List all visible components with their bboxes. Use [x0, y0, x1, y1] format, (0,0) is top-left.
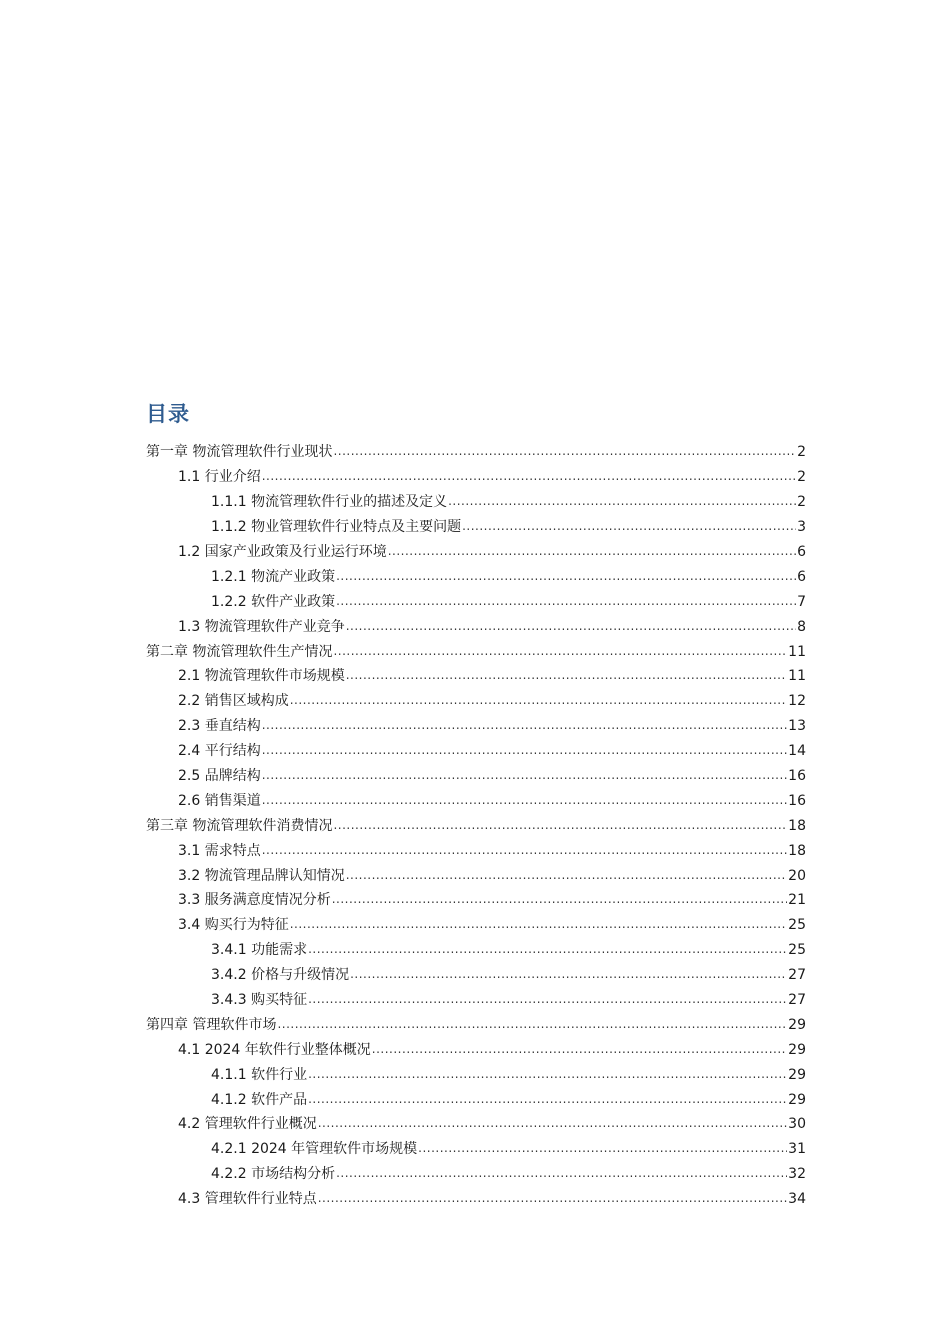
toc-entry-page-number: 11 — [788, 643, 806, 660]
toc-entry[interactable] — [0, 564, 806, 589]
toc-dot-leader — [350, 965, 787, 983]
toc-entry-page-number: 30 — [788, 1116, 806, 1133]
toc-entry-label: 4.1 2024 年软件行业整体概况 — [178, 1041, 371, 1058]
toc-entry[interactable] — [0, 963, 806, 988]
toc-dot-leader — [308, 940, 787, 958]
toc-dot-leader — [336, 567, 796, 585]
toc-entry[interactable] — [0, 813, 806, 838]
toc-entry-page-number: 25 — [788, 942, 806, 959]
toc-dot-leader — [372, 1040, 787, 1058]
toc-entry-page-number: 29 — [788, 1066, 806, 1083]
toc-entry-label: 1.2.2 软件产业政策 — [211, 593, 336, 610]
toc-dot-leader — [462, 517, 796, 535]
toc-dot-leader — [262, 791, 787, 809]
toc-entry-page-number: 29 — [788, 1091, 806, 1108]
toc-entry-label: 第一章 物流管理软件行业现状 — [146, 444, 333, 461]
toc-dot-leader — [318, 1114, 787, 1132]
toc-entry[interactable] — [0, 988, 806, 1013]
toc-dot-leader — [262, 741, 787, 759]
toc-entry-page-number: 6 — [797, 544, 806, 560]
toc-entry-page-number: 18 — [788, 842, 806, 859]
toc-dot-leader — [262, 841, 787, 859]
toc-entry[interactable] — [0, 540, 806, 565]
toc-entry-label: 1.3 物流管理软件产业竞争 — [178, 618, 345, 635]
toc-entry[interactable] — [0, 788, 806, 813]
toc-dot-leader — [318, 1189, 787, 1207]
toc-entry[interactable] — [0, 1037, 806, 1062]
toc-entry-label: 1.1 行业介绍 — [178, 469, 261, 486]
toc-entry[interactable] — [0, 913, 806, 938]
toc-dot-leader — [346, 666, 787, 684]
toc-entry[interactable] — [0, 1187, 806, 1212]
toc-entry-label: 2.3 垂直结构 — [178, 718, 261, 735]
toc-entry-page-number: 21 — [788, 892, 806, 909]
toc-entry-label: 4.2.1 2024 年管理软件市场规模 — [211, 1141, 418, 1158]
toc-entry[interactable] — [0, 764, 806, 789]
toc-entry-page-number: 7 — [797, 593, 806, 610]
toc-entry-label: 第三章 物流管理软件消费情况 — [146, 817, 333, 834]
toc-title: 目录 — [146, 402, 190, 426]
toc-entry-page-number: 3 — [797, 519, 806, 536]
toc-entry-label: 2.5 品牌结构 — [178, 768, 261, 785]
toc-entry-page-number: 11 — [788, 668, 806, 685]
toc-dot-leader — [388, 542, 796, 560]
toc-entry-page-number: 8 — [797, 618, 806, 635]
toc-dot-leader — [262, 716, 787, 734]
toc-dot-leader — [277, 1015, 787, 1033]
toc-entry-label: 3.1 需求特点 — [178, 842, 261, 859]
toc-entry[interactable] — [0, 639, 806, 664]
toc-entry-label: 2.2 销售区域构成 — [178, 693, 289, 710]
toc-dot-leader — [418, 1139, 787, 1157]
toc-entry[interactable] — [0, 465, 806, 490]
toc-entry[interactable] — [0, 1112, 806, 1137]
toc-entry-page-number: 6 — [797, 568, 806, 585]
table-of-contents — [0, 440, 950, 1212]
toc-entry-label: 3.2 物流管理品牌认知情况 — [178, 867, 345, 884]
toc-entry-label: 1.1.1 物流管理软件行业的描述及定义 — [211, 494, 448, 511]
toc-entry-page-number: 16 — [788, 792, 806, 809]
toc-entry-label: 2.1 物流管理软件市场规模 — [178, 668, 345, 685]
toc-entry[interactable] — [0, 739, 806, 764]
toc-entry[interactable] — [0, 838, 806, 863]
toc-entry[interactable] — [0, 689, 806, 714]
toc-entry-page-number: 12 — [788, 693, 806, 710]
toc-entry-label: 3.4.1 功能需求 — [211, 942, 308, 959]
toc-dot-leader — [346, 866, 787, 884]
toc-dot-leader — [448, 492, 796, 510]
toc-entry-label: 1.1.2 物业管理软件行业特点及主要问题 — [211, 519, 462, 536]
toc-entry-label: 3.4.2 价格与升级情况 — [211, 967, 350, 984]
toc-dot-leader — [346, 617, 796, 635]
toc-entry-label: 4.1.1 软件行业 — [211, 1066, 308, 1083]
toc-dot-leader — [332, 890, 787, 908]
toc-entry-page-number: 32 — [788, 1166, 806, 1183]
toc-entry-label: 4.2.2 市场结构分析 — [211, 1166, 336, 1183]
toc-entry[interactable] — [0, 1062, 806, 1087]
toc-entry[interactable] — [0, 1012, 806, 1037]
toc-entry-label: 第四章 管理软件市场 — [146, 1016, 277, 1033]
toc-entry[interactable] — [0, 863, 806, 888]
toc-entry[interactable] — [0, 888, 806, 913]
toc-entry-label: 2.6 销售渠道 — [178, 792, 261, 809]
toc-entry-page-number: 27 — [788, 967, 806, 984]
toc-dot-leader — [290, 915, 787, 933]
toc-entry-page-number: 29 — [788, 1041, 806, 1058]
toc-entry-page-number: 31 — [788, 1141, 806, 1158]
toc-dot-leader — [290, 691, 787, 709]
toc-entry-page-number: 13 — [788, 718, 806, 735]
toc-dot-leader — [262, 467, 796, 485]
toc-dot-leader — [308, 1090, 787, 1108]
toc-entry[interactable] — [0, 515, 806, 540]
toc-entry-label: 1.2 国家产业政策及行业运行环境 — [178, 544, 387, 560]
toc-entry-label: 第二章 物流管理软件生产情况 — [146, 643, 333, 660]
toc-entry-label: 2.4 平行结构 — [178, 743, 261, 760]
toc-entry[interactable] — [0, 664, 806, 689]
toc-entry[interactable] — [0, 440, 806, 465]
toc-entry[interactable] — [0, 614, 806, 639]
toc-dot-leader — [308, 1065, 787, 1083]
toc-entry-page-number: 18 — [788, 817, 806, 834]
toc-dot-leader — [333, 642, 787, 660]
toc-dot-leader — [262, 766, 787, 784]
toc-entry-label: 4.2 管理软件行业概况 — [178, 1116, 317, 1133]
toc-entry-label: 3.4 购买行为特征 — [178, 917, 289, 934]
toc-entry[interactable] — [0, 589, 806, 614]
toc-entry-label: 4.3 管理软件行业特点 — [178, 1191, 317, 1208]
toc-entry[interactable] — [0, 1137, 806, 1162]
toc-entry-page-number: 2 — [797, 444, 806, 461]
toc-entry-page-number: 34 — [788, 1191, 806, 1208]
toc-dot-leader — [336, 592, 796, 610]
toc-entry-page-number: 20 — [788, 867, 806, 884]
toc-entry-page-number: 27 — [788, 992, 806, 1009]
toc-entry[interactable] — [0, 1087, 806, 1112]
toc-dot-leader — [336, 1164, 787, 1182]
toc-dot-leader — [333, 816, 787, 834]
toc-entry-label: 1.2.1 物流产业政策 — [211, 568, 336, 585]
toc-entry-page-number: 2 — [797, 494, 806, 511]
toc-entry-page-number: 25 — [788, 917, 806, 934]
toc-entry-label: 3.3 服务满意度情况分析 — [178, 892, 331, 909]
toc-entry[interactable] — [0, 1162, 806, 1187]
toc-dot-leader — [333, 442, 796, 460]
toc-entry-page-number: 29 — [788, 1016, 806, 1033]
toc-entry-label: 3.4.3 购买特征 — [211, 992, 308, 1009]
toc-entry-label: 4.1.2 软件产品 — [211, 1091, 308, 1108]
toc-entry[interactable] — [0, 938, 806, 963]
toc-entry[interactable] — [0, 714, 806, 739]
toc-dot-leader — [308, 990, 787, 1008]
toc-entry-page-number: 14 — [788, 743, 806, 760]
toc-entry[interactable] — [0, 490, 806, 515]
toc-entry-page-number: 16 — [788, 768, 806, 785]
toc-entry-page-number: 2 — [797, 469, 806, 486]
